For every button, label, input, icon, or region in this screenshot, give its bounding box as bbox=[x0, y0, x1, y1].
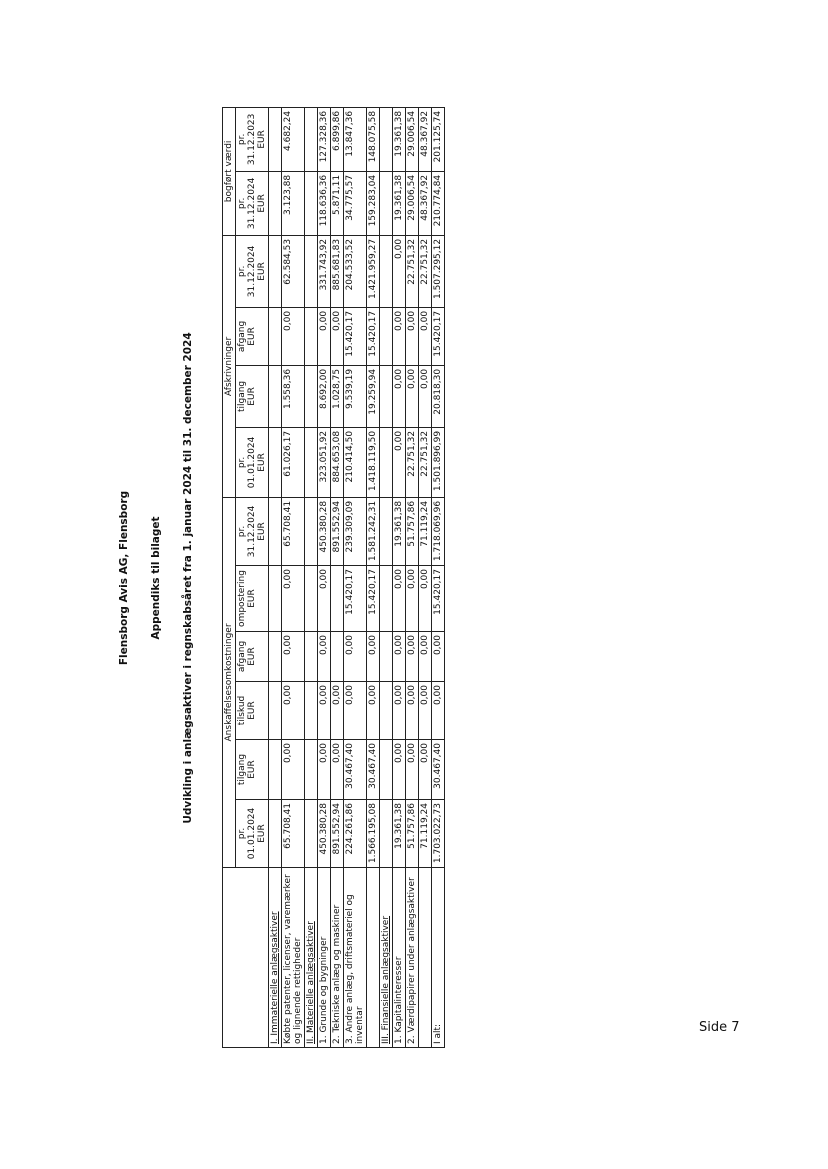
total-cell: 1.718.069,96 bbox=[432, 497, 445, 565]
column-header bbox=[236, 235, 269, 307]
label-header bbox=[223, 868, 269, 1048]
value-cell bbox=[331, 632, 344, 682]
empty-cell bbox=[269, 682, 282, 740]
value-cell bbox=[331, 566, 344, 632]
column-header-line: 01.01.2024 bbox=[247, 807, 257, 860]
subtotal-cell: 0,00 bbox=[419, 566, 432, 632]
value-cell: 204.533,52 bbox=[344, 235, 367, 307]
column-header bbox=[236, 365, 269, 427]
row-label: 1. Kapitalinteresser bbox=[393, 868, 406, 1048]
value-cell: 0,00 bbox=[406, 307, 419, 365]
total-cell: 15.420,17 bbox=[432, 566, 445, 632]
column-header bbox=[236, 307, 269, 365]
value-cell: 62.584,53 bbox=[282, 235, 305, 307]
value-cell: 29.006,54 bbox=[406, 107, 419, 171]
subtotal-cell: 15.420,17 bbox=[367, 307, 380, 365]
group-header-row bbox=[223, 107, 236, 1047]
total-cell: 0,00 bbox=[432, 632, 445, 682]
empty-cell bbox=[269, 307, 282, 365]
empty-cell bbox=[269, 427, 282, 497]
value-cell: 0,00 bbox=[406, 365, 419, 427]
empty-cell bbox=[380, 566, 393, 632]
section-title: III. Finansielle anlægsaktiver bbox=[380, 868, 393, 1048]
subtotal-label bbox=[419, 868, 432, 1048]
value-cell: 884.653,08 bbox=[331, 427, 344, 497]
subtotal-cell: 71.119,24 bbox=[419, 800, 432, 868]
column-header-line: pr. bbox=[237, 197, 247, 210]
subtotal-cell: 0,00 bbox=[419, 632, 432, 682]
value-cell: 891.552,94 bbox=[331, 800, 344, 868]
subtotal-cell: 1.418.119,50 bbox=[367, 427, 380, 497]
rotated-page-content bbox=[112, 108, 642, 1048]
empty-cell bbox=[380, 171, 393, 235]
value-cell: 0,00 bbox=[406, 740, 419, 800]
column-header bbox=[236, 497, 269, 565]
value-cell: 0,00 bbox=[318, 740, 331, 800]
page-number: Side 7 bbox=[699, 1020, 740, 1035]
group-acquisition: Anskaffelsesomkostninger bbox=[223, 497, 236, 867]
empty-cell bbox=[305, 171, 318, 235]
subtotal-cell: 15.420,17 bbox=[367, 566, 380, 632]
column-header-line: EUR bbox=[247, 701, 257, 720]
value-cell: 0,00 bbox=[393, 632, 406, 682]
empty-cell bbox=[305, 682, 318, 740]
value-cell: 61.026,17 bbox=[282, 427, 305, 497]
empty-cell bbox=[380, 682, 393, 740]
value-cell: 0,00 bbox=[318, 566, 331, 632]
empty-cell bbox=[269, 740, 282, 800]
value-cell: 29.006,54 bbox=[406, 171, 419, 235]
value-cell: 0,00 bbox=[344, 682, 367, 740]
column-header-line: pr. bbox=[237, 827, 247, 840]
subtotal-cell: 0,00 bbox=[419, 682, 432, 740]
empty-cell bbox=[269, 566, 282, 632]
value-cell: 6.899,86 bbox=[331, 107, 344, 171]
total-cell: 0,00 bbox=[432, 682, 445, 740]
subtotal-cell: 0,00 bbox=[367, 632, 380, 682]
empty-cell bbox=[269, 497, 282, 565]
total-cell: 210.774,84 bbox=[432, 171, 445, 235]
total-cell: 1.703.022,73 bbox=[432, 800, 445, 868]
section-title-row bbox=[269, 107, 282, 1047]
value-cell: 51.757,86 bbox=[406, 800, 419, 868]
total-label: I alt: bbox=[432, 868, 445, 1048]
value-cell: 65.708,41 bbox=[282, 800, 305, 868]
table-row bbox=[393, 107, 406, 1047]
column-header bbox=[236, 107, 269, 171]
empty-cell bbox=[269, 107, 282, 171]
table-subtitle: Udvikling i anlægsaktiver i regnskabsåret fra 1. januar 2024 til 31. december 2024 bbox=[182, 332, 194, 824]
section-title-row bbox=[380, 107, 393, 1047]
value-cell: 8.692,00 bbox=[318, 365, 331, 427]
value-cell: 885.681,83 bbox=[331, 235, 344, 307]
column-header-line: EUR bbox=[247, 589, 257, 608]
column-header bbox=[236, 740, 269, 800]
column-header-line: 01.01.2024 bbox=[247, 436, 257, 489]
value-cell: 3.123,88 bbox=[282, 171, 305, 235]
empty-cell bbox=[380, 427, 393, 497]
value-cell: 65.708,41 bbox=[282, 497, 305, 565]
value-cell: 19.361,38 bbox=[393, 171, 406, 235]
appendix-title: Appendiks til bilaget bbox=[150, 516, 162, 640]
value-cell: 0,00 bbox=[282, 566, 305, 632]
total-cell: 1.501.896,99 bbox=[432, 427, 445, 497]
subtotal-cell: 30.467,40 bbox=[367, 740, 380, 800]
subtotal-cell: 0,00 bbox=[419, 365, 432, 427]
value-cell: 0,00 bbox=[406, 682, 419, 740]
column-header-line: EUR bbox=[257, 453, 267, 472]
section-title: I. Immaterielle anlægsaktiver bbox=[269, 868, 282, 1048]
empty-cell bbox=[305, 235, 318, 307]
row-label: 1. Grunde og bygninger bbox=[318, 868, 331, 1048]
subtotal-cell: 19.259,94 bbox=[367, 365, 380, 427]
column-header-line: EUR bbox=[257, 262, 267, 281]
value-cell: 0,00 bbox=[393, 427, 406, 497]
group-depreciation: Afskrivninger bbox=[223, 235, 236, 497]
total-cell: 30.467,40 bbox=[432, 740, 445, 800]
total-cell: 15.420,17 bbox=[432, 307, 445, 365]
value-cell: 450.380,28 bbox=[318, 497, 331, 565]
empty-cell bbox=[305, 497, 318, 565]
table-row bbox=[406, 107, 419, 1047]
empty-cell bbox=[305, 307, 318, 365]
value-cell: 0,00 bbox=[393, 365, 406, 427]
value-cell: 0,00 bbox=[393, 566, 406, 632]
subtotal-cell: 148.075,58 bbox=[367, 107, 380, 171]
value-cell: 0,00 bbox=[406, 566, 419, 632]
value-cell: 4.682,24 bbox=[282, 107, 305, 171]
subtotal-cell: 1.581.242,31 bbox=[367, 497, 380, 565]
empty-cell bbox=[380, 307, 393, 365]
empty-cell bbox=[305, 107, 318, 171]
value-cell: 9.539,19 bbox=[344, 365, 367, 427]
table-body bbox=[269, 107, 445, 1047]
column-header-line: EUR bbox=[257, 194, 267, 213]
value-cell: 1.028,75 bbox=[331, 365, 344, 427]
subtotal-row bbox=[419, 107, 432, 1047]
column-header-line: 31.12.2023 bbox=[247, 113, 257, 166]
value-cell: 19.361,38 bbox=[393, 107, 406, 171]
column-header-line: pr. bbox=[237, 265, 247, 278]
row-label: Købte patenter, licenser, varemærker og lignende rettigheder bbox=[282, 868, 305, 1048]
column-header-line: EUR bbox=[247, 387, 257, 406]
value-cell: 30.467,40 bbox=[344, 740, 367, 800]
empty-cell bbox=[269, 171, 282, 235]
column-header bbox=[236, 566, 269, 632]
empty-cell bbox=[269, 235, 282, 307]
empty-cell bbox=[305, 740, 318, 800]
value-cell: 0,00 bbox=[282, 740, 305, 800]
value-cell: 0,00 bbox=[344, 632, 367, 682]
column-header-line: tilskud bbox=[237, 695, 247, 726]
empty-cell bbox=[269, 365, 282, 427]
value-cell: 0,00 bbox=[393, 682, 406, 740]
empty-cell bbox=[305, 427, 318, 497]
value-cell: 450.380,28 bbox=[318, 800, 331, 868]
column-header-line: ompostering bbox=[237, 570, 247, 627]
column-header-line: 31.12.2024 bbox=[247, 245, 257, 298]
subtotal-label bbox=[367, 868, 380, 1048]
subtotal-cell: 48.367,92 bbox=[419, 107, 432, 171]
subtotal-cell: 1.421.959,27 bbox=[367, 235, 380, 307]
value-cell: 0,00 bbox=[406, 632, 419, 682]
table-row bbox=[282, 107, 305, 1047]
company-title: Flensborg Avis AG, Flensborg bbox=[118, 490, 130, 666]
column-header-line: pr. bbox=[237, 525, 247, 538]
empty-cell bbox=[380, 365, 393, 427]
column-header-line: EUR bbox=[257, 824, 267, 843]
value-cell: 0,00 bbox=[318, 682, 331, 740]
value-cell: 0,00 bbox=[282, 632, 305, 682]
column-header bbox=[236, 632, 269, 682]
empty-cell bbox=[380, 800, 393, 868]
value-cell: 0,00 bbox=[318, 632, 331, 682]
column-header-line: 31.12.2024 bbox=[247, 177, 257, 230]
value-cell: 19.361,38 bbox=[393, 497, 406, 565]
table-row bbox=[318, 107, 331, 1047]
column-header-line: EUR bbox=[257, 522, 267, 541]
column-header-line: pr. bbox=[237, 456, 247, 469]
subtotal-cell: 22.751,32 bbox=[419, 427, 432, 497]
column-header bbox=[236, 171, 269, 235]
empty-cell bbox=[269, 632, 282, 682]
empty-cell bbox=[380, 107, 393, 171]
value-cell: 15.420,17 bbox=[344, 566, 367, 632]
value-cell: 51.757,86 bbox=[406, 497, 419, 565]
column-header-line: tilgang bbox=[237, 753, 247, 786]
value-cell: 5.871,11 bbox=[331, 171, 344, 235]
value-cell: 0,00 bbox=[318, 307, 331, 365]
value-cell: 15.420,17 bbox=[344, 307, 367, 365]
grand-total-row bbox=[432, 107, 445, 1047]
value-cell: 210.414,50 bbox=[344, 427, 367, 497]
empty-cell bbox=[380, 632, 393, 682]
subtotal-cell: 22.751,32 bbox=[419, 235, 432, 307]
value-cell: 891.552,94 bbox=[331, 497, 344, 565]
empty-cell bbox=[380, 497, 393, 565]
column-header-line: EUR bbox=[247, 327, 257, 346]
total-cell: 1.507.295,12 bbox=[432, 235, 445, 307]
value-cell: 0,00 bbox=[331, 682, 344, 740]
group-book-value: bogført værdi bbox=[223, 107, 236, 235]
value-cell: 0,00 bbox=[282, 682, 305, 740]
empty-cell bbox=[305, 632, 318, 682]
column-header-line: afgang bbox=[237, 640, 247, 673]
value-cell: 224.261,86 bbox=[344, 800, 367, 868]
column-header-line: pr. bbox=[237, 133, 247, 146]
subtotal-cell: 159.283,04 bbox=[367, 171, 380, 235]
value-cell: 22.751,32 bbox=[406, 427, 419, 497]
value-cell: 0,00 bbox=[331, 307, 344, 365]
value-cell: 239.309,09 bbox=[344, 497, 367, 565]
column-header-line: tilgang bbox=[237, 380, 247, 413]
value-cell: 0,00 bbox=[282, 307, 305, 365]
value-cell: 0,00 bbox=[393, 307, 406, 365]
column-header-line: EUR bbox=[257, 130, 267, 149]
subtotal-row bbox=[367, 107, 380, 1047]
empty-cell bbox=[380, 740, 393, 800]
subtotal-cell: 0,00 bbox=[367, 682, 380, 740]
subtotal-cell: 48.367,92 bbox=[419, 171, 432, 235]
row-label: 2. Tekniske anlæg og maskiner bbox=[331, 868, 344, 1048]
column-header bbox=[236, 800, 269, 868]
column-header-line: afgang bbox=[237, 320, 247, 353]
subtotal-cell: 71.119,24 bbox=[419, 497, 432, 565]
row-label: 2. Værdipapirer under anlægsaktiver bbox=[406, 868, 419, 1048]
total-cell: 201.125,74 bbox=[432, 107, 445, 171]
section-title-row bbox=[305, 107, 318, 1047]
value-cell: 323.051,92 bbox=[318, 427, 331, 497]
column-header bbox=[236, 427, 269, 497]
value-cell: 118.636,36 bbox=[318, 171, 331, 235]
column-header-line: EUR bbox=[247, 760, 257, 779]
total-cell: 20.818,30 bbox=[432, 365, 445, 427]
value-cell: 127.328,36 bbox=[318, 107, 331, 171]
value-cell: 0,00 bbox=[393, 740, 406, 800]
column-header bbox=[236, 682, 269, 740]
value-cell: 13.847,36 bbox=[344, 107, 367, 171]
value-cell: 19.361,38 bbox=[393, 800, 406, 868]
row-label: 3. Andre anlæg, driftsmateriel og inventar bbox=[344, 868, 367, 1048]
fixed-assets-table bbox=[222, 107, 445, 1048]
value-cell: 34.775,57 bbox=[344, 171, 367, 235]
empty-cell bbox=[305, 800, 318, 868]
column-header-line: EUR bbox=[247, 647, 257, 666]
empty-cell bbox=[269, 800, 282, 868]
subtotal-cell: 1.566.195,08 bbox=[367, 800, 380, 868]
section-title: II. Materielle anlægsaktiver bbox=[305, 868, 318, 1048]
subtotal-cell: 0,00 bbox=[419, 307, 432, 365]
value-cell: 0,00 bbox=[331, 740, 344, 800]
empty-cell bbox=[305, 365, 318, 427]
table-row bbox=[331, 107, 344, 1047]
value-cell: 1.558,36 bbox=[282, 365, 305, 427]
value-cell: 331.743,92 bbox=[318, 235, 331, 307]
value-cell: 22.751,32 bbox=[406, 235, 419, 307]
empty-cell bbox=[380, 235, 393, 307]
value-cell: 0,00 bbox=[393, 235, 406, 307]
empty-cell bbox=[305, 566, 318, 632]
subtotal-cell: 0,00 bbox=[419, 740, 432, 800]
column-header-line: 31.12.2024 bbox=[247, 505, 257, 558]
table-row bbox=[344, 107, 367, 1047]
